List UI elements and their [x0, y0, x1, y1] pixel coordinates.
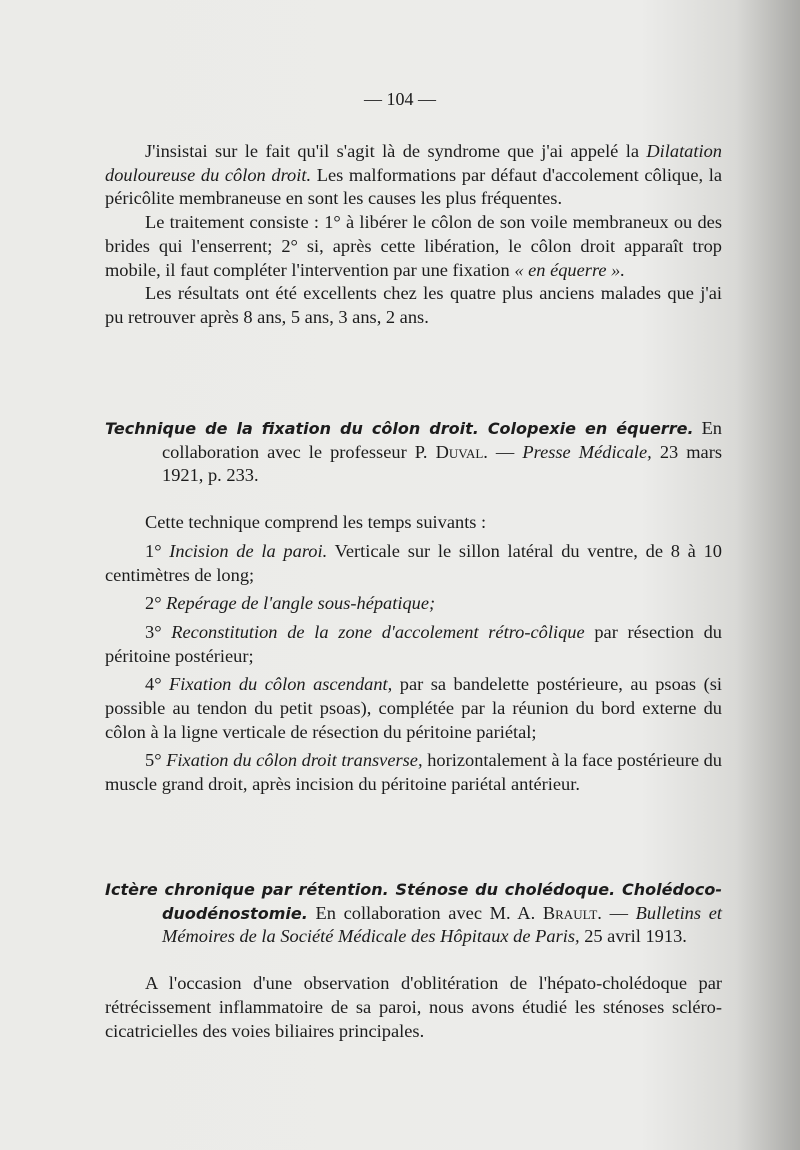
- section-technique: [105, 417, 722, 797]
- step-item: 1° Incision de la paroi. Verticale sur le sillon latéral du ventre, de 8 à 10 centimètres de long;: [105, 540, 722, 585]
- section-heading: Technique de la fixation du côlon droit. Colopexie en équerre. En collaboration avec le professeur P. Duval. — Presse Médicale, 23 mars 1921, p. 233.: [105, 418, 723, 486]
- paragraph: J'insistai sur le fait qu'il s'agit là de syndrome que j'ai appelé la Dilatation douloureuse du côlon droit. Les malformations par défaut d'accolement côlique, la péricôlite membraneuse en sont les causes les plus fréquentes.: [105, 141, 722, 209]
- paragraph: A l'occasion d'une observation d'oblitération de l'hépato-cholédoque par rétrécissement inflammatoire de sa paroi, nous avons étudié les sténoses scléro-cicatricielles des voies biliaires principales.: [105, 973, 722, 1041]
- author-name: Brault: [542, 902, 598, 923]
- section-heading: Ictère chronique par rétention. Sténose du cholédoque. Cholédoco-duodénostomie. En collaboration avec M. A. Brault. — Bulletins et Mémoires de la Société Médicale des Hôpitaux de Paris, 25 avril 1913.: [105, 880, 722, 947]
- journal-name: Presse Médicale,: [522, 441, 652, 462]
- step-item: 3° Reconstitution de la zone d'accolement rétro-côlique par résection du péritoine postérieur;: [105, 621, 722, 666]
- step-item: 5° Fixation du côlon droit transverse, horizontalement à la face postérieure du muscle grand droit, après incision du péritoine pariétal antérieur.: [105, 750, 722, 795]
- paragraph: Les résultats ont été excellents chez les quatre plus anciens malades que j'ai pu retrouver après 8 ans, 5 ans, 3 ans, 2 ans.: [105, 283, 722, 327]
- section-ictere: [105, 878, 722, 1043]
- page-number: — 104 —: [364, 89, 436, 109]
- paragraph: Le traitement consiste : 1° à libérer le côlon de son voile membraneux ou des brides qui l'enserrent; 2° si, après cette libération, le côlon droit apparaît trop mobile, il faut compléter l'intervention par une fixation « en équerre ».: [105, 212, 722, 280]
- step-item: 4° Fixation du côlon ascendant, par sa bandelette postérieure, au psoas (si possible au tendon du petit psoas), complétée par la réunion du bord externe du côlon à la ligne verticale de résection du péritoine pariétal;: [105, 674, 722, 742]
- section-title: Ictère chronique par rétention. Sténose du cholédoque. Cholédoco-duodénostomie.: [105, 880, 722, 923]
- intro-text: [105, 140, 722, 330]
- author-name: Duval: [435, 441, 484, 462]
- step-item: 2° Repérage de l'angle sous-hépatique;: [145, 593, 436, 614]
- section-title: Technique de la fixation du côlon droit. Colopexie en équerre.: [105, 419, 694, 438]
- journal-name: Bulletins et Mémoires de la Société Médicale des Hôpitaux de Paris,: [162, 902, 722, 947]
- paragraph: Cette technique comprend les temps suivants :: [145, 512, 487, 533]
